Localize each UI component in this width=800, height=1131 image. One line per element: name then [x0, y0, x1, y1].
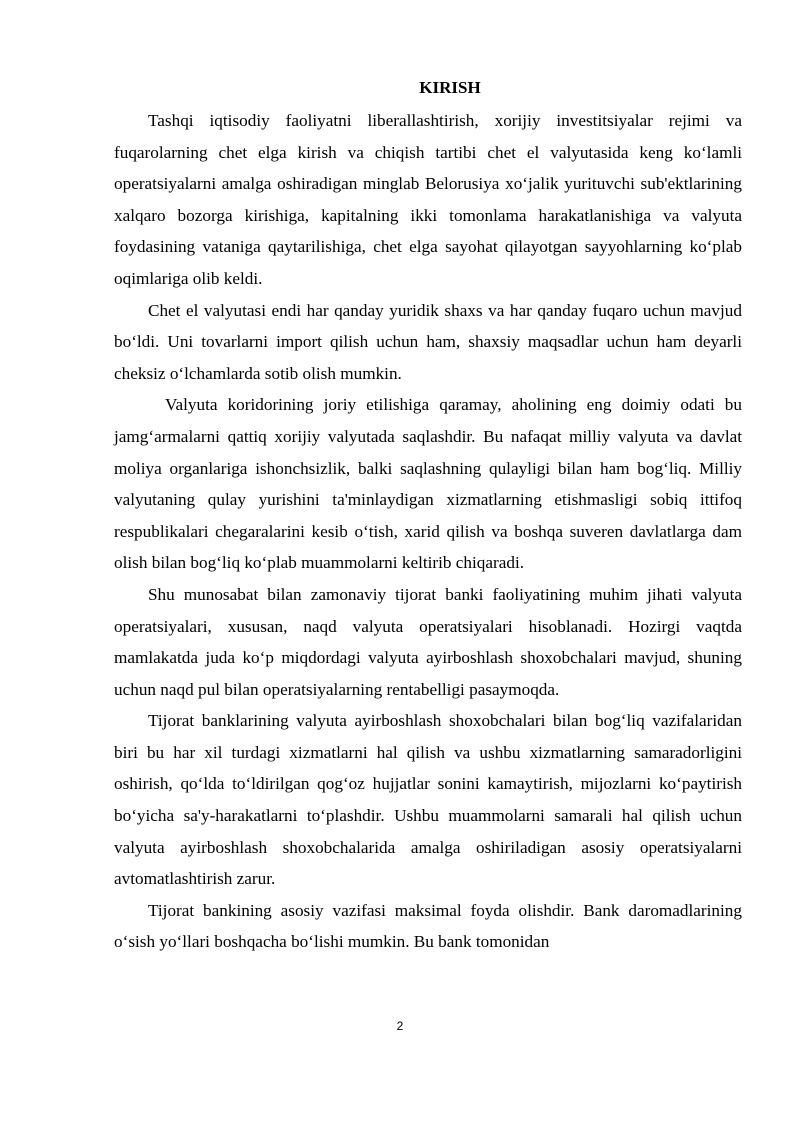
section-title: KIRISH — [419, 78, 481, 97]
paragraph-5: Tijorat banklarining valyuta ayirboshlash shoxobchalari bilan bogʻliq vazifalaridan biri bu har xil turdagi xizmatlarni hal qilish va ushbu xizmatlarning samaradorligini oshirish, qoʻlda toʻldirilgan qogʻoz hujjatlar sonini kamaytirish, mijozlarni koʻpaytirish boʻyicha sa'y-harakatlarni toʻplashdir. Ushbu muammolarni samarali hal qilish uchun valyuta ayirboshlash shoxobchalarida amalga oshiriladigan asosiy operatsiyalarni avtomatlashtirish zarur. — [114, 711, 742, 889]
paragraph-1: Tashqi iqtisodiy faoliyatni liberallashtirish, xorijiy investitsiyalar rejimi va fuqarolarning chet elga kirish va chiqish tartibi chet el valyutasida keng koʻlamli operatsiyalarni amalga oshiradigan minglab Belorusiya xoʻjalik yurituvchi sub'ektlarining xalqaro bozorga kirishiga, kapitalning ikki tomonlama harakatlanishiga va valyuta foydasining vataniga qaytarilishiga, chet elga sayohat qilayotgan sayyohlarning koʻplab oqimlariga olib keldi. — [114, 111, 742, 288]
paragraph-4: Shu munosabat bilan zamonaviy tijorat banki faoliyatining muhim jihati valyuta operatsiyalari, xususan, naqd valyuta operatsiyalari hisoblanadi. Hozirgi vaqtda mamlakatda juda koʻp miqdordagi valyuta ayirboshlash shoxobchalari mavjud, shuning uchun naqd pul bilan operatsiyalarning rentabelligi pasaymoqda. — [114, 584, 742, 699]
paragraph-3: Valyuta koridorining joriy etilishiga qaramay, aholining eng doimiy odati bu jamgʻarmalarni qattiq xorijiy valyutada saqlashdir. Bu nafaqat milliy valyuta va davlat moliya organlariga ishonchsizlik, balki saqlashning qulayligi bilan ham bogʻliq. Milliy valyutaning qulay yurishini ta'minlaydigan xizmatlarning etishmasligi sobiq ittifoq respublikalari chegaralarini kesib oʻtish, xarid qilish va boshqa suveren davlatlarga dam olish bilan bogʻliq koʻplab muammolarni keltirib chiqaradi. — [114, 395, 742, 573]
page-number: 2 — [396, 1019, 404, 1033]
paragraph-6: Tijorat bankining asosiy vazifasi maksimal foyda olishdir. Bank daromadlarining oʻsish yoʻllari boshqacha boʻlishi mumkin. Bu bank tomonidan — [114, 900, 742, 952]
paragraph-2: Chet el valyutasi endi har qanday yuridik shaxs va har qanday fuqaro uchun mavjud boʻldi. Uni tovarlarni import qilish uchun ham, shaxsiy maqsadlar uchun ham deyarli cheksiz oʻlchamlarda sotib olish mumkin. — [114, 300, 742, 383]
document-page — [114, 76, 742, 958]
